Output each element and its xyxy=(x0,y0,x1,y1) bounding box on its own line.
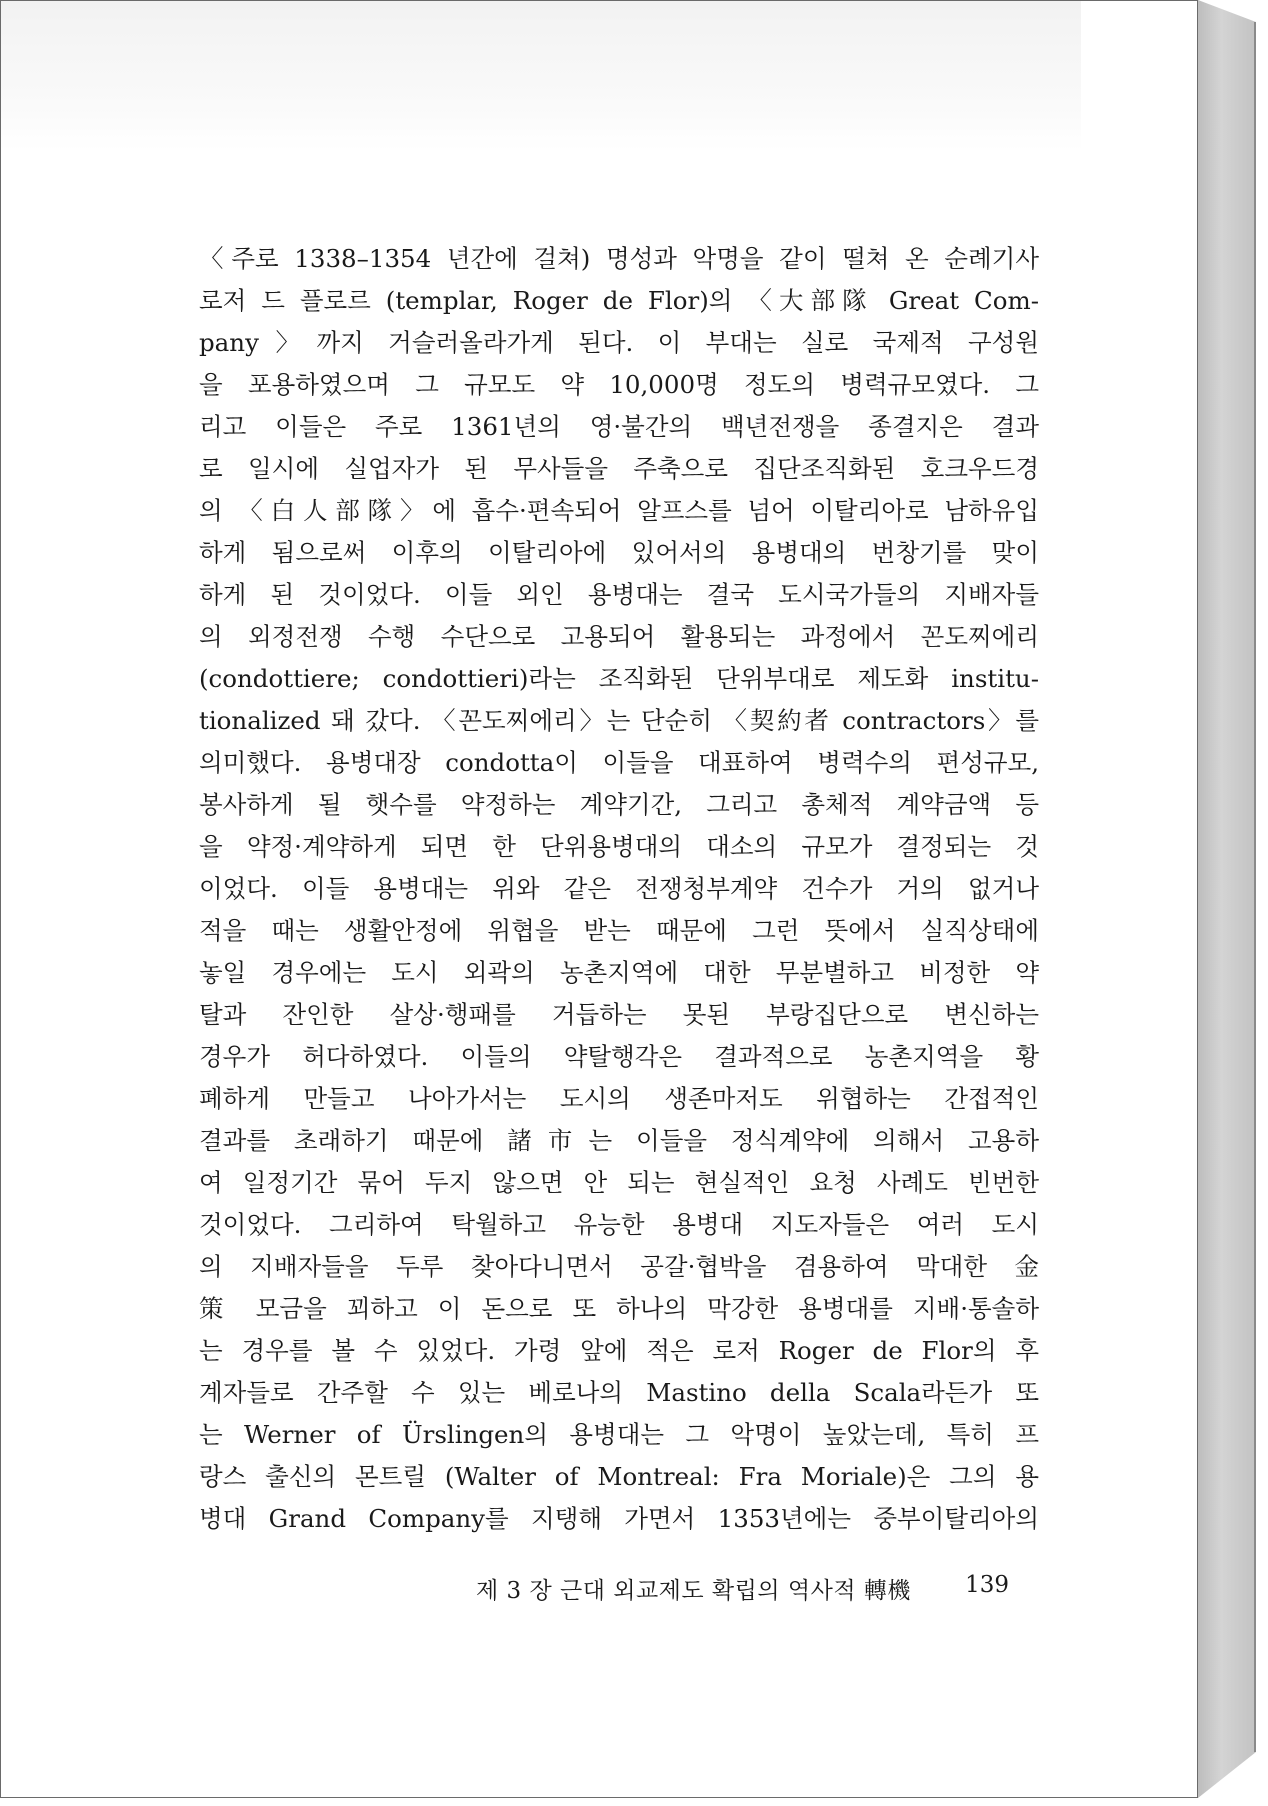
text-line: 의 외정전쟁 수행 수단으로 고용되어 활용되는 과정에서 꼰도찌에리 xyxy=(199,622,1039,651)
text-line: 는 Werner of Ürslingen의 용병대는 그 악명이 높았는데, 특히 프 xyxy=(199,1420,1039,1449)
page-number: 139 xyxy=(965,1572,1009,1598)
text-line: 폐하게 만들고 나아가서는 도시의 생존마저도 위협하는 간접적인 xyxy=(199,1084,1039,1113)
text-line: tionalized 돼 갔다. 〈꼰도찌에리〉는 단순히 〈契約者 contractors〉를 xyxy=(199,706,1039,735)
running-head: 제 3 장 근대 외교제도 확립의 역사적 轉機 xyxy=(476,1578,911,1604)
page-footer xyxy=(476,1572,1009,1605)
text-line: 이었다. 이들 용병대는 위와 같은 전쟁청부계약 건수가 거의 없거나 xyxy=(199,874,1039,903)
text-line: 을 포용하였으며 그 규모도 약 10,000명 정도의 병력규모였다. 그 xyxy=(199,370,1039,399)
body-text xyxy=(199,238,1039,1540)
text-line: 것이었다. 그리하여 탁월하고 유능한 용병대 지도자들은 여러 도시 xyxy=(199,1210,1039,1239)
text-line: 로저 드 플로르 (templar, Roger de Flor)의 〈大部隊 Great Com- xyxy=(199,286,1039,315)
text-line: (condottiere; condottieri)라는 조직화된 단위부대로 제도화 institu- xyxy=(199,664,1039,693)
text-line: 병대 Grand Company를 지탱해 가면서 1353년에는 중부이탈리아의 xyxy=(199,1504,1039,1533)
text-line: 하게 된 것이었다. 이들 외인 용병대는 결국 도시국가들의 지배자들 xyxy=(199,580,1039,609)
text-line: 경우가 허다하였다. 이들의 약탈행각은 결과적으로 농촌지역을 황 xyxy=(199,1042,1039,1071)
text-line: 의 지배자들을 두루 찾아다니면서 공갈·협박을 겸용하여 막대한 金 xyxy=(199,1252,1039,1281)
text-line: 로 일시에 실업자가 된 무사들을 주축으로 집단조직화된 호크우드경 xyxy=(199,454,1039,483)
scan-shade xyxy=(1,1,1081,151)
text-line: 策 모금을 꾀하고 이 돈으로 또 하나의 막강한 용병대를 지배·통솔하 xyxy=(199,1294,1039,1323)
text-line: 하게 됨으로써 이후의 이탈리아에 있어서의 용병대의 번창기를 맞이 xyxy=(199,538,1039,567)
text-line: 의 〈白人部隊〉에 흡수·편속되어 알프스를 넘어 이탈리아로 남하유입 xyxy=(199,496,1039,525)
text-line: 탈과 잔인한 살상·행패를 거듭하는 못된 부랑집단으로 변신하는 xyxy=(199,1000,1039,1029)
text-line: pany〉까지 거슬러올라가게 된다. 이 부대는 실로 국제적 구성원 xyxy=(199,328,1039,357)
text-line: 〈주로 1338–1354 년간에 걸쳐) 명성과 악명을 같이 떨쳐 온 순례기사 xyxy=(199,244,1039,273)
text-line: 의미했다. 용병대장 condotta이 이들을 대표하여 병력수의 편성규모, xyxy=(199,748,1039,777)
text-line: 리고 이들은 주로 1361년의 영·불간의 백년전쟁을 종결지은 결과 xyxy=(199,412,1039,441)
text-line: 계자들로 간주할 수 있는 베로나의 Mastino della Scala라든가 또 xyxy=(199,1378,1039,1407)
text-line: 랑스 출신의 몬트릴 (Walter of Montreal: Fra Moriale)은 그의 용 xyxy=(199,1462,1039,1491)
text-line: 놓일 경우에는 도시 외곽의 농촌지역에 대한 무분별하고 비정한 약 xyxy=(199,958,1039,987)
text-line: 여 일정기간 묶어 두지 않으면 안 되는 현실적인 요청 사례도 빈번한 xyxy=(199,1168,1039,1197)
text-line: 적을 때는 생활안정에 위협을 받는 때문에 그런 뜻에서 실직상태에 xyxy=(199,916,1039,945)
text-line: 결과를 초래하기 때문에 諸市는 이들을 정식계약에 의해서 고용하 xyxy=(199,1126,1039,1155)
text-line: 봉사하게 될 햇수를 약정하는 계약기간, 그리고 총체적 계약금액 등 xyxy=(199,790,1039,819)
text-line: 는 경우를 볼 수 있었다. 가령 앞에 적은 로저 Roger de Flor의 후 xyxy=(199,1336,1039,1365)
text-line: 을 약정·계약하게 되면 한 단위용병대의 대소의 규모가 결정되는 것 xyxy=(199,832,1039,861)
page-edge xyxy=(1198,0,1256,1798)
page-edge-line xyxy=(1254,22,1256,1752)
